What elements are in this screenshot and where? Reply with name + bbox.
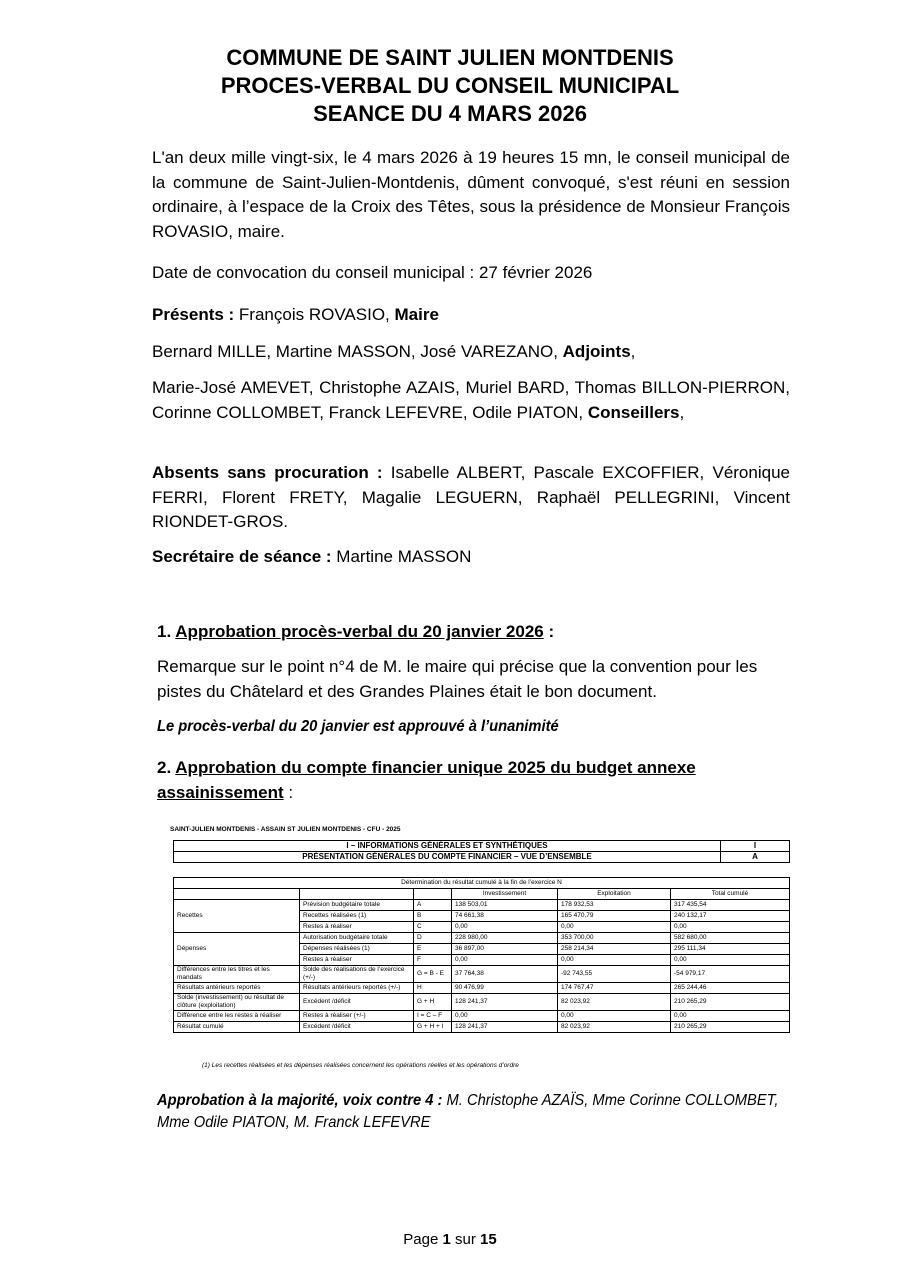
cell-total: 317 435,54 [671,900,790,911]
absents [152,461,790,535]
cell-exploitation: 258 214,34 [558,944,671,955]
maire-name: François ROVASIO, [234,305,395,324]
presents-adjoints: Bernard MILLE, Martine MASSON, José VAREZANO, Adjoints, [152,342,636,361]
page-prefix: Page [403,1231,443,1248]
secretaire-label: Secrétaire de séance : [152,547,332,566]
table-row [174,1011,790,1022]
cell-total: -54 979,17 [671,966,790,983]
cell-total: 0,00 [671,1011,790,1022]
row-group-label: Résultat cumulé [174,1022,300,1033]
adjoints-label: Adjoints [562,342,631,361]
cell-investissement: 37 764,38 [452,966,558,983]
row-label: Restes à réaliser (+/-) [300,1011,414,1022]
row-code: C [414,922,452,933]
absents-names: Isabelle ALBERT, Pascale EXCOFFIER, Véronique FERRI, Florent FRETY, Magalie LEGUERN, Raphaël PELLEGRINI, Vincent RIONDET-GROS. [152,463,790,531]
section1-text: Remarque sur le point n°4 de M. le maire qui précise que la convention pour les pistes du Châtelard et des Grandes Plaines était le bon document. [157,657,758,701]
row-code: E [414,944,452,955]
presents-label: Présents : [152,305,235,324]
cell-exploitation: 178 932,53 [558,900,671,911]
cell-exploitation: 0,00 [558,1011,671,1022]
row-label: Restes à réaliser [300,955,414,966]
row-code: D [414,933,452,944]
section2-title: Approbation du compte financier unique 2025 du budget annexe assainissement [157,758,696,802]
row-code: G + H [414,994,452,1011]
cell-investissement: 228 980,00 [452,933,558,944]
cell-total: 240 132,17 [671,911,790,922]
section2-number: 2. [157,758,176,777]
row-label: Solde des réalisations de l’exercice (+/-) [300,966,414,983]
section1-suffix: : [543,622,555,641]
cell-investissement: 0,00 [452,1011,558,1022]
section1-title: Approbation procès-verbal du 20 janvier 2026 [175,622,544,641]
page-mid: sur [450,1231,481,1248]
conseillers-names: Marie-José AMEVET, Christophe AZAIS, Muriel BARD, Thomas BILLON-PIERRON, Corinne COLLOMBET, Franck LEFEVRE, Odile PIATON, [152,378,790,422]
presents-conseillers: Marie-José AMEVET, Christophe AZAIS, Muriel BARD, Thomas BILLON-PIERRON, Corinne COLLOMBET, Franck LEFEVRE, Odile PIATON, Conseillers, [152,378,790,422]
intro-paragraph: L'an deux mille vingt-six, le 4 mars 2026 à 19 heures 15 mn, le conseil municipal de la commune de Saint-Julien-Montdenis, dûment convoqué, s'est réuni en session ordinaire, à l’espace de la Croix des Têtes, sous la présidence de Monsieur François ROVASIO, maire. [152,148,790,241]
row-code: I = C – F [414,1011,452,1022]
section2-suffix: : [283,782,294,802]
row-code: B [414,911,452,922]
section2-heading [157,756,790,805]
title-seance: SEANCE DU 4 MARS 2026 [313,101,587,126]
table-row [174,933,790,944]
cell-investissement: 128 241,37 [452,994,558,1011]
row-code: G + H + I [414,1022,452,1033]
col-header-investissement: Investissement [452,889,558,900]
cell-total: 210 265,29 [671,1022,790,1033]
cell-investissement: 0,00 [452,955,558,966]
row-group-label: Recettes [174,900,300,933]
conseillers-label: Conseillers [587,402,680,422]
maire-label: Maire [394,305,439,324]
row-label: Résultats antérieurs reportés (+/-) [300,983,414,994]
table-row [174,994,790,1011]
table-doc-header: SAINT-JULIEN MONTDENIS - ASSAIN ST JULIEN MONTDENIS - CFU - 2025 [170,826,401,833]
table-row [174,1022,790,1033]
absents-label: Absents sans procuration : [152,463,383,482]
row-group-label: Résultats antérieurs reportés [174,983,300,994]
cell-investissement: 74 661,38 [452,911,558,922]
title-commune: COMMUNE DE SAINT JULIEN MONTDENIS [226,45,674,70]
cell-total: 210 265,29 [671,994,790,1011]
table-row [174,900,790,911]
secretaire [152,545,790,570]
convocation-date: Date de convocation du conseil municipal : 27 février 2026 [152,263,593,282]
cell-exploitation: 165 470,79 [558,911,671,922]
row-label: Excédent /déficit [300,1022,414,1033]
table-title-box [173,840,790,863]
result-table [173,877,790,1033]
section2-decision-label: Approbation à la majorité, voix contre 4 : [157,1092,443,1109]
title-pv: PROCES-VERBAL DU CONSEIL MUNICIPAL [220,73,680,98]
cell-exploitation: 0,00 [558,955,671,966]
cell-investissement: 36 897,00 [452,944,558,955]
adjoints-names: Bernard MILLE, Martine MASSON, José VAREZANO, [152,342,563,361]
cell-total: 0,00 [671,922,790,933]
row-code: A [414,900,452,911]
table-title2: PRÉSENTATION GÉNÉRALES DU COMPTE FINANCIER – VUE D’ENSEMBLE [174,852,721,863]
section1-number: 1. [157,622,176,641]
page-total: 15 [480,1231,497,1248]
cell-investissement: 0,00 [452,922,558,933]
cell-total: 582 680,00 [671,933,790,944]
table-footnote: (1) Les recettes réalisées et les dépenses réalisées concernent les opérations réelles et les opérations d’ordre [202,1062,519,1069]
cell-exploitation: 0,00 [558,922,671,933]
row-label: Prévision budgétaire totale [300,900,414,911]
page-current: 1 [442,1231,451,1248]
row-code: G = B - E [414,966,452,983]
cell-investissement: 128 241,37 [452,1022,558,1033]
cell-exploitation: -92 743,55 [558,966,671,983]
row-label: Restes à réaliser [300,922,414,933]
presents-maire [152,303,790,328]
col-header-exploitation: Exploitation [558,889,671,900]
row-group-label: Différence entre les restes à réaliser [174,1011,300,1022]
row-code: H [414,983,452,994]
table-title1: I – INFORMATIONS GÉNÉRALES ET SYNTHÉTIQUES [174,841,721,852]
section1-decision: Le procès-verbal du 20 janvier est approuvé à l’unanimité [157,718,559,735]
table-row [174,966,790,983]
cell-total: 265 244,46 [671,983,790,994]
section1-heading [157,620,790,645]
table-caption: Détermination du résultat cumulé à la fin de l’exercice N [174,878,790,889]
cell-investissement: 90 476,99 [452,983,558,994]
col-header-total: Total cumulé [671,889,790,900]
row-group-label: Différences entre les titres et les mandats [174,966,300,983]
cell-exploitation: 82 023,92 [558,1022,671,1033]
document-title [0,44,900,128]
secretaire-name: Martine MASSON [331,547,472,566]
table-title1-code: I [721,841,790,852]
row-label: Dépenses réalisées (1) [300,944,414,955]
row-group-label: Dépenses [174,933,300,966]
row-label: Autorisation budgétaire totale [300,933,414,944]
cell-total: 0,00 [671,955,790,966]
cell-exploitation: 174 767,47 [558,983,671,994]
table-title2-code: A [721,852,790,863]
page-number [0,1231,900,1248]
cell-investissement: 138 503,01 [452,900,558,911]
row-code: F [414,955,452,966]
row-label: Excédent /déficit [300,994,414,1011]
table-row [174,983,790,994]
cell-exploitation: 82 023,92 [558,994,671,1011]
row-group-label: Solde (investissement) ou résultat de clôture (exploitation) [174,994,300,1011]
section2-decision [157,1090,792,1134]
cell-exploitation: 353 700,00 [558,933,671,944]
cell-total: 295 111,34 [671,944,790,955]
row-label: Recettes réalisées (1) [300,911,414,922]
section2-decision-names: M. Christophe AZAÏS, Mme Corinne COLLOMBET, Mme Odile PIATON, M. Franck LEFEVRE [157,1092,779,1131]
